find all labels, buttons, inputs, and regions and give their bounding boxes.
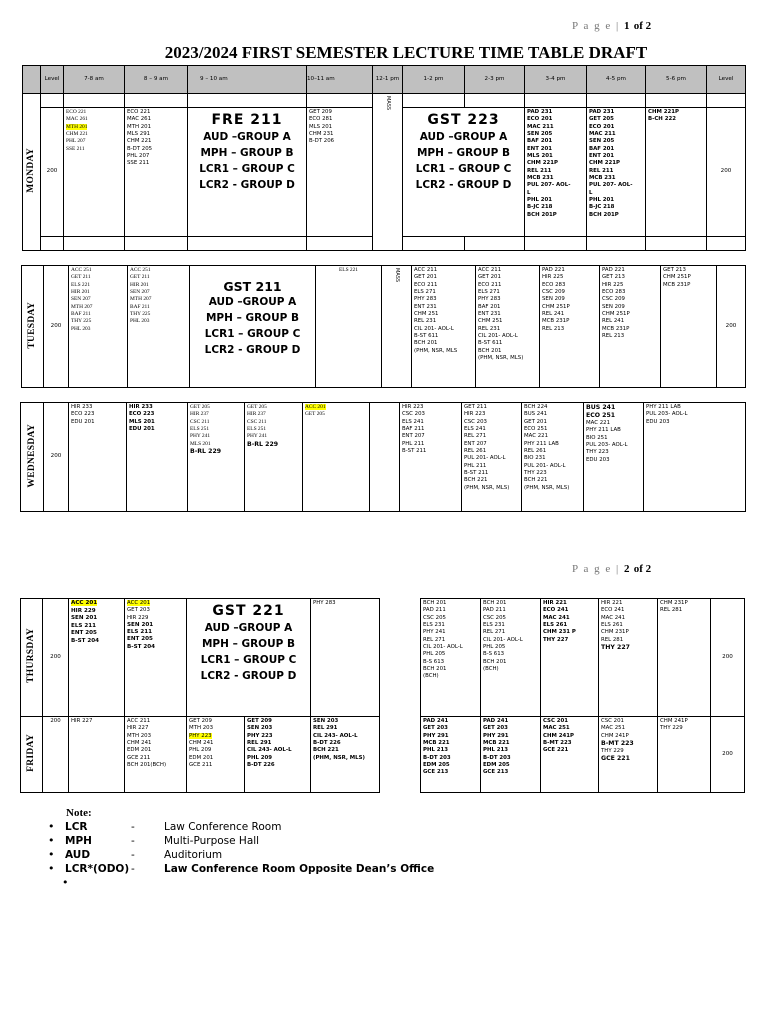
header-8-9am: 8 – 9 am xyxy=(125,66,188,94)
header-5-6pm: 5-6 pm xyxy=(646,66,707,94)
thursday-level: 200 xyxy=(43,599,69,717)
note-item-empty: • xyxy=(62,876,69,889)
tuesday-3-4: PAD 221 HIR 225 ECO 283 CSC 209 SEN 209 CHM 251P REL 241 MCB 231P REL 213 xyxy=(540,266,600,388)
tuesday-8-9: ACC 251 GET 211 HIR 201 SEN 207 MTH 207 BAF 211 THY 225 PHL 203 xyxy=(128,266,190,388)
monday-5-6: CHM 221P B-CH 222 xyxy=(646,108,707,237)
header-7-8am: 7-8 am xyxy=(64,66,125,94)
friday-9-10: GET 209 MTH 203 PHY 223 CHM 241 PHL 209 EDM 201 GCE 211 xyxy=(187,717,245,793)
tuesday-day-cell: TUESDAY xyxy=(22,266,44,388)
wednesday-level: 200 xyxy=(44,403,69,512)
monday-day-label: MONDAY xyxy=(26,147,37,193)
thursday-8-9: ACC 201 GET 203 HIR 229 SEN 201 ELS 211 ENT 205 B-ST 204 xyxy=(125,599,187,717)
thursday-3-4: HIR 221 ECO 241 MAC 241 ELS 261 CHM 231 P THY 227 xyxy=(541,599,599,717)
thursday-2-3: BCH 201 PAD 211 CSC 205 ELS 231 REL 271 CIL 201- AOL-L PHL 205 B-S 613 BCH 201 (BCH) xyxy=(481,599,541,717)
monday-3-4: PAD 231 ECO 201 MAC 211 SEN 205 BAF 201 ENT 201 MLS 201 CHM 221P REL 211 MCB 231 PUL 207- AOL- L PHL 201 B-JC 218 BCH 201P xyxy=(525,108,587,237)
timetable-monday xyxy=(22,65,746,251)
wednesday-2-3: GET 211 HIR 223 CSC 203 ELS 241 REL 271 ENT 207 REL 261 PUL 201- AOL-L PHL 211 B-ST 211 BCH 221 (PHM, NSR, MLS) xyxy=(462,403,522,512)
header-4-5pm: 4-5 pm xyxy=(587,66,646,94)
thursday-gst-221-block: GST 221 AUD –GROUP A MPH – GROUP B LCR1 – GROUP C LCR2 - GROUP D xyxy=(187,599,311,717)
friday-level: 200 xyxy=(43,717,69,793)
friday-level-right: 200 xyxy=(711,717,745,793)
monday-11-12: GET 209 ECO 281 MLS 201 CHM 231 B-DT 206 xyxy=(307,108,373,237)
tuesday-mass-cell: MASS xyxy=(382,266,412,388)
thursday-row xyxy=(21,599,745,717)
header-level-right: Level xyxy=(707,66,746,94)
friday-4-5: CSC 201 MAC 251 CHM 241P B-MT 223 THY 229 GCE 221 xyxy=(599,717,658,793)
wednesday-row xyxy=(21,403,746,512)
friday-day-cell: FRIDAY xyxy=(21,717,43,793)
friday-8-9: ACC 211 HIR 227 MTH 203 CHM 241 EDM 201 GCE 211 BCH 201(BCH) xyxy=(125,717,187,793)
monday-fre-211-block: FRE 211 AUD –GROUP A MPH – GROUP B LCR1 – GROUP C LCR2 - GROUP D xyxy=(188,108,307,237)
monday-level-right: 200 xyxy=(707,108,746,237)
page-number-2: P a g e | 2 of 2 xyxy=(572,563,652,575)
note-item: • MPH - Multi-Purpose Hall xyxy=(48,834,260,847)
thursday-level-right: 200 xyxy=(711,599,745,717)
wednesday-5-6: PHY 211 LAB PUL 203- AOL-L EDU 203 xyxy=(644,403,746,512)
tuesday-7-8: ACC 251 GET 211 ELS 221 HIR 201 SEN 207 MTH 207 BAF 211 THY 225 PHL 203 xyxy=(69,266,128,388)
note-item: • LCR - Law Conference Room xyxy=(48,820,282,833)
highlighted-course: ACC 201 xyxy=(71,600,98,606)
monday-7-8: ECO 221 MAC 261 MTH 201 CHM 221 PHL 207 SSE 211 xyxy=(64,108,125,237)
header-12-1pm: 12-1 pm xyxy=(373,66,403,94)
thursday-7-8: ACC 201 HIR 229 SEN 201 ELS 211 ENT 205 B-ST 204 xyxy=(69,599,125,717)
monday-mass-cell: MASS xyxy=(373,94,403,251)
timetable-thursday-friday xyxy=(20,598,745,793)
tuesday-11-12: ELS 221 xyxy=(316,266,382,388)
wednesday-9-10: GET 205 HIR 237 CSC 211 ELS 251 PHY 241 MLS 201 B-RL 229 xyxy=(188,403,245,512)
thursday-11-12: PHY 283 xyxy=(311,599,380,717)
header-level: Level xyxy=(41,66,64,94)
wednesday-day-cell: WEDNESDAY xyxy=(21,403,44,512)
wednesday-8-9: HIR 233 ECO 223 MLS 201 EDU 201 xyxy=(127,403,188,512)
monday-level: 200 xyxy=(41,108,64,237)
friday-5-6: CHM 241P THY 229 xyxy=(658,717,711,793)
page-number-1: P a g e | 1 of 2 xyxy=(572,20,652,32)
tuesday-4-5: PAD 221 GET 213 HIR 225 ECO 283 CSC 209 SEN 209 CHM 251P REL 241 MCB 231P REL 213 xyxy=(600,266,661,388)
highlighted-course: ACC 201 xyxy=(305,404,326,410)
thursday-5-6: CHM 231P REL 281 xyxy=(658,599,711,717)
document-title: 2023/2024 FIRST SEMESTER LECTURE TIME TABLE DRAFT xyxy=(164,43,648,62)
monday-spacer-top xyxy=(23,94,746,108)
wednesday-3-4: BCH 224 BUS 241 GET 201 ECO 251 MAC 221 PHY 211 LAB REL 261 BIO 231 PUL 201- AOL-L THY 223 BCH 221 (PHM, NSR, MLS) xyxy=(522,403,584,512)
thursday-day-cell: THURSDAY xyxy=(21,599,43,717)
wednesday-4-5: BUS 241 ECO 251 MAC 221 PHY 211 LAB BIO 251 PUL 203- AOL-L THY 223 EDU 203 xyxy=(584,403,644,512)
timetable-tuesday xyxy=(21,265,746,388)
wednesday-12-1 xyxy=(370,403,400,512)
tuesday-row xyxy=(22,266,746,388)
monday-8-9: ECO 221 MAC 261 MTH 201 MLS 291 CHM 221 B-DT 205 PHL 207 SSE 211 xyxy=(125,108,188,237)
header-row xyxy=(23,66,746,94)
tuesday-5-6: GET 213 CHM 251P MCB 231P xyxy=(661,266,717,388)
wednesday-1-2: HIR 223 CSC 203 ELS 241 BAF 211 ENT 207 PHL 211 B-ST 211 xyxy=(400,403,462,512)
thursday-1-2: BCH 201 PAD 211 CSC 205 ELS 231 PHY 241 REL 271 CIL 201- AOL-L PHL 205 B-S 613 BCH 201 (BCH) xyxy=(421,599,481,717)
highlighted-course: ACC 201 xyxy=(127,600,151,606)
friday-7-8: HIR 227 xyxy=(69,717,125,793)
wednesday-11-12: ACC 201 GET 205 xyxy=(303,403,370,512)
header-3-4pm: 3-4 pm xyxy=(525,66,587,94)
header-10-11am: 10–11 am xyxy=(307,66,373,94)
tuesday-2-3: ACC 211 GET 201 ECO 211 ELS 271 PHY 283 BAF 201 ENT 231 CHM 251 REL 231 CIL 201- AOL-L B-ST 611 BCH 201 (PHM, NSR, MLS) xyxy=(476,266,540,388)
friday-gap xyxy=(380,717,421,793)
wednesday-7-8: HIR 233 ECO 223 EDU 201 xyxy=(69,403,127,512)
highlighted-course: PHY 223 xyxy=(189,732,212,739)
friday-1-2: PAD 241 GET 203 PHY 291 MCB 221 PHL 213 B-DT 203 EDM 205 GCE 213 xyxy=(421,717,481,793)
header-corner xyxy=(23,66,41,94)
friday-3-4: CSC 201 MAC 251 CHM 241P B-MT 223 GCE 221 xyxy=(541,717,599,793)
monday-gst-223-block: GST 223 AUD –GROUP A MPH – GROUP B LCR1 – GROUP C LCR2 - GROUP D xyxy=(403,108,525,237)
highlighted-course: MTH 201 xyxy=(66,123,88,130)
note-item: • LCR*(ODO) - Law Conference Room Opposite Dean’s Office xyxy=(48,862,435,875)
thursday-gap xyxy=(380,599,421,717)
note-item: • AUD - Auditorium xyxy=(48,848,223,861)
header-9-10am: 9 – 10 am xyxy=(188,66,307,94)
monday-4-5: PAD 231 GET 205 ECO 201 MAC 211 SEN 205 BAF 201 ENT 201 CHM 221P REL 211 MCB 231 PUL 207- AOL- L PHL 201 B-JC 218 BCH 201P xyxy=(587,108,646,237)
friday-11-12: SEN 203 REL 291 CIL 243- AOL-L B-DT 226 BCH 221 (PHM, NSR, MLS) xyxy=(311,717,380,793)
notes-title: Note: xyxy=(66,807,92,819)
friday-row xyxy=(21,717,745,793)
tuesday-gst-211-block: GST 211 AUD –GROUP A MPH – GROUP B LCR1 – GROUP C LCR2 - GROUP D xyxy=(190,266,316,388)
wednesday-10-11: GET 205 HIR 237 CSC 211 ELS 251 PHY 241 B-RL 229 xyxy=(245,403,303,512)
header-1-2pm: 1-2 pm xyxy=(403,66,465,94)
tuesday-level: 200 xyxy=(44,266,69,388)
monday-day-cell xyxy=(23,94,41,251)
notes-section xyxy=(48,806,434,890)
thursday-4-5: HIR 221 ECO 241 MAC 241 ELS 261 CHM 231P REL 281 THY 227 xyxy=(599,599,658,717)
tuesday-1-2: ACC 211 GET 201 ECO 211 ELS 271 PHY 283 ENT 231 CHM 251 REL 231 CIL 201- AOL-L B-ST 611 BCH 201 (PHM, NSR, MLS xyxy=(412,266,476,388)
timetable-wednesday xyxy=(20,402,746,512)
friday-10-11: GET 209 SEN 203 PHY 223 REL 291 CIL 243- AOL-L PHL 209 B-DT 226 xyxy=(245,717,311,793)
friday-2-3: PAD 241 GET 203 PHY 291 MCB 221 PHL 213 B-DT 203 EDM 205 GCE 213 xyxy=(481,717,541,793)
tuesday-level-right: 200 xyxy=(717,266,746,388)
header-2-3pm: 2-3 pm xyxy=(465,66,525,94)
monday-big-course: FRE 211 xyxy=(211,112,283,128)
